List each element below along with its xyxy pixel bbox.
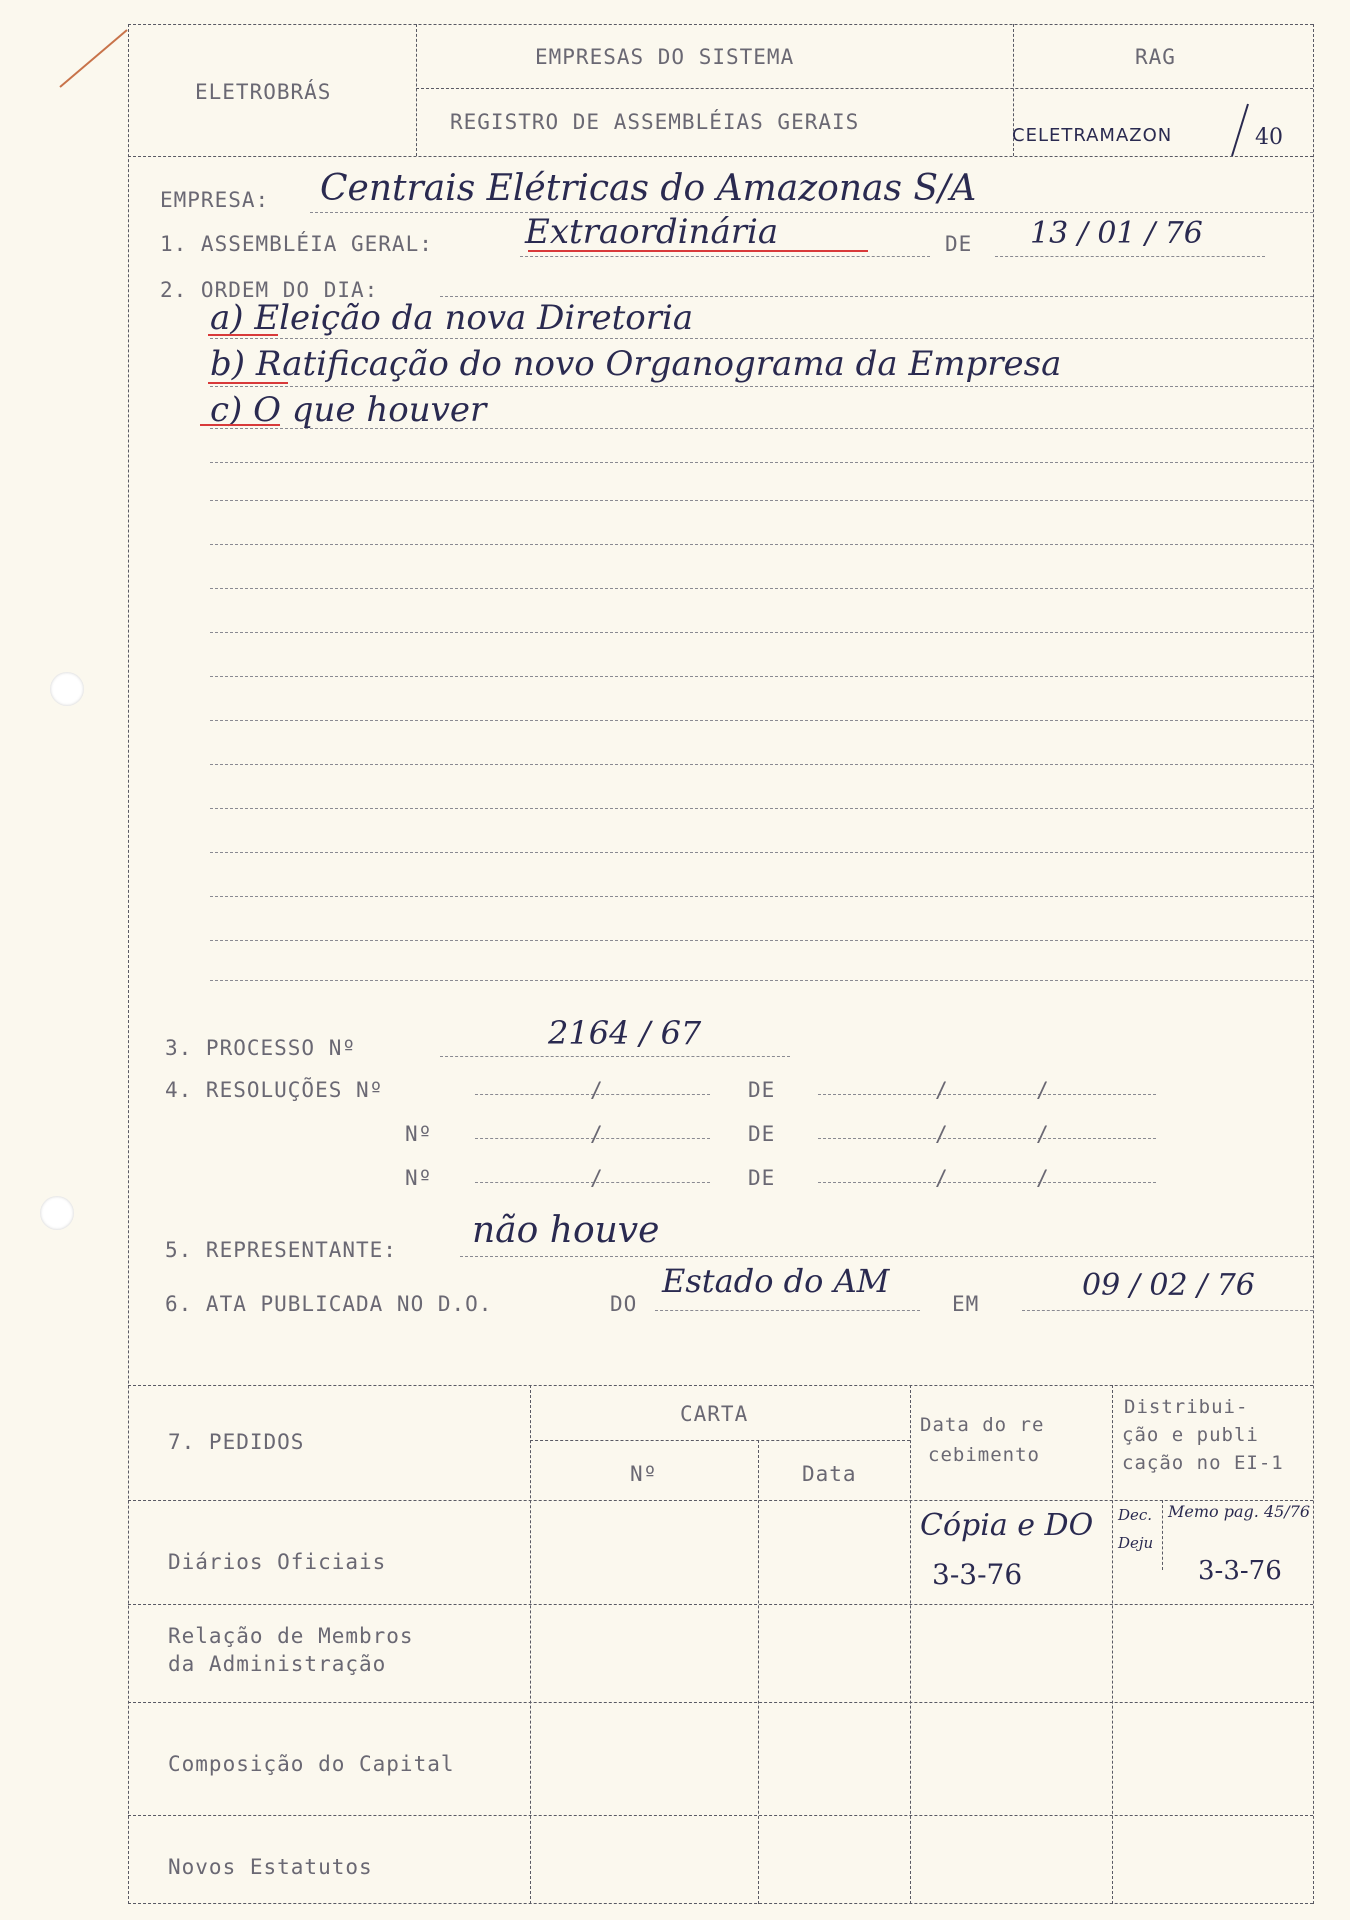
header-title-2: REGISTRO DE ASSEMBLÉIAS GERAIS bbox=[450, 110, 860, 134]
table-bottom-line bbox=[128, 1903, 1313, 1904]
ordem-line-10 bbox=[210, 720, 1313, 721]
ordem-line-15 bbox=[210, 940, 1313, 941]
header-top-line bbox=[128, 24, 1313, 25]
representante-value: não houve bbox=[472, 1210, 660, 1251]
ata-do-label: DO bbox=[610, 1292, 638, 1316]
assembleia-value: Extraordinária bbox=[525, 212, 779, 252]
resolucoes-label: 4. RESOLUÇÕES Nº bbox=[165, 1078, 384, 1102]
processo-line bbox=[440, 1056, 790, 1057]
resolucao-1-date-slash-1: / bbox=[935, 1078, 949, 1102]
punch-hole-top bbox=[50, 672, 84, 706]
ordem-label: 2. ORDEM DO DIA: bbox=[160, 278, 379, 302]
resolucao-2-de: DE bbox=[748, 1122, 776, 1146]
rag-number: 40 bbox=[1255, 125, 1283, 150]
row-diarios-dist-date: 3-3-76 bbox=[1198, 1556, 1282, 1586]
resolucao-2-date-slash-2: / bbox=[1036, 1122, 1050, 1146]
table-col-1 bbox=[530, 1385, 531, 1904]
ata-date-line bbox=[1022, 1310, 1313, 1311]
resolucao-1-date-line bbox=[818, 1094, 1156, 1095]
ordem-item-c: c) O que houver bbox=[210, 390, 487, 430]
table-col-3 bbox=[910, 1385, 911, 1904]
ordem-item-c-mark bbox=[200, 424, 280, 426]
assembleia-line bbox=[520, 256, 930, 257]
ordem-line-14 bbox=[210, 896, 1313, 897]
row-relacao-label-1: Relação de Membros bbox=[168, 1624, 414, 1648]
header-mid-line bbox=[416, 88, 1313, 89]
processo-value: 2164 / 67 bbox=[548, 1014, 702, 1052]
ordem-line-13 bbox=[210, 852, 1313, 853]
resolucao-1-de: DE bbox=[748, 1078, 776, 1102]
assembleia-date: 13 / 01 / 76 bbox=[1030, 216, 1203, 251]
carta-no-header: Nº bbox=[630, 1462, 658, 1486]
ordem-item-b: b) Ratificação do novo Organograma da Empresa bbox=[210, 344, 1062, 384]
row-diarios-recebimento-date: 3-3-76 bbox=[932, 1558, 1023, 1591]
ordem-line-12 bbox=[210, 808, 1313, 809]
page-left-border bbox=[128, 24, 129, 1904]
row-diarios-dist-note-b: Deju bbox=[1118, 1534, 1154, 1552]
ordem-line-7 bbox=[210, 588, 1313, 589]
resolucao-3-no: Nº bbox=[405, 1166, 433, 1190]
empresa-line bbox=[310, 212, 1313, 213]
recebimento-header-1: Data do re bbox=[920, 1414, 1045, 1436]
punch-hole-bottom bbox=[40, 1196, 74, 1230]
ordem-line-11 bbox=[210, 764, 1313, 765]
header-title-1: EMPRESAS DO SISTEMA bbox=[535, 45, 795, 69]
ordem-line-0 bbox=[440, 296, 1313, 297]
representante-label: 5. REPRESENTANTE: bbox=[165, 1238, 397, 1262]
resolucao-3-de: DE bbox=[748, 1166, 776, 1190]
carta-sub-line bbox=[530, 1440, 910, 1441]
ata-em-label: EM bbox=[952, 1292, 980, 1316]
ordem-line-2 bbox=[210, 386, 1313, 387]
rag-slash bbox=[1226, 100, 1256, 160]
table-header-bottom bbox=[128, 1500, 1313, 1501]
table-top-line bbox=[128, 1385, 1313, 1386]
ordem-line-9 bbox=[210, 676, 1313, 677]
ordem-line-5 bbox=[210, 500, 1313, 501]
resolucao-1-slash: / bbox=[590, 1078, 604, 1102]
distribuicao-header-3: cação no EI-1 bbox=[1122, 1452, 1284, 1474]
resolucao-3-slash: / bbox=[590, 1166, 604, 1190]
empresa-label: EMPRESA: bbox=[160, 188, 270, 212]
ordem-line-1 bbox=[210, 338, 1313, 339]
distribuicao-header-1: Distribui- bbox=[1124, 1396, 1249, 1418]
row-relacao-label-2: da Administração bbox=[168, 1652, 387, 1676]
carta-header: CARTA bbox=[680, 1402, 749, 1426]
page-right-border bbox=[1313, 24, 1314, 1904]
resolucao-2-no: Nº bbox=[405, 1122, 433, 1146]
resolucao-3-date-line bbox=[818, 1182, 1156, 1183]
recebimento-header-2: cebimento bbox=[928, 1444, 1040, 1466]
table-col-4 bbox=[1112, 1385, 1113, 1904]
resolucao-3-date-slash-2: / bbox=[1036, 1166, 1050, 1190]
rag-value: CELETRAMAZON bbox=[1012, 125, 1173, 146]
resolucao-2-date-line bbox=[818, 1138, 1156, 1139]
rag-label: RAG bbox=[1135, 45, 1176, 69]
ata-do-line bbox=[655, 1310, 920, 1311]
assembleia-date-line bbox=[995, 256, 1265, 257]
carta-data-header: Data bbox=[802, 1462, 857, 1486]
row-diarios-dist-note-c: Memo pag. 45/76 bbox=[1168, 1502, 1311, 1521]
dist-inner-divider bbox=[1162, 1500, 1163, 1570]
table-row-1-bottom bbox=[128, 1604, 1313, 1605]
ata-date: 09 / 02 / 76 bbox=[1082, 1268, 1255, 1303]
ordem-line-8 bbox=[210, 632, 1313, 633]
row-estatutos-label: Novos Estatutos bbox=[168, 1855, 373, 1879]
assembleia-label: 1. ASSEMBLÉIA GERAL: bbox=[160, 232, 433, 256]
distribuicao-header-2: ção e publi bbox=[1122, 1424, 1259, 1446]
resolucao-1-date-slash-2: / bbox=[1036, 1078, 1050, 1102]
row-diarios-dist-note-a: Dec. bbox=[1118, 1506, 1153, 1524]
ordem-item-a: a) Eleição da nova Diretoria bbox=[210, 298, 694, 338]
pedidos-label: 7. PEDIDOS bbox=[168, 1430, 305, 1454]
resolucao-3-date-slash-1: / bbox=[935, 1166, 949, 1190]
row-composicao-label: Composição do Capital bbox=[168, 1752, 455, 1776]
resolucao-2-slash: / bbox=[590, 1122, 604, 1146]
ordem-line-6 bbox=[210, 544, 1313, 545]
ordem-item-b-mark bbox=[208, 382, 288, 384]
pencil-mark bbox=[55, 25, 135, 95]
ordem-line-16 bbox=[210, 980, 1313, 981]
ordem-item-a-mark bbox=[208, 334, 278, 336]
table-col-2 bbox=[758, 1440, 759, 1904]
processo-label: 3. PROCESSO Nº bbox=[165, 1036, 357, 1060]
representante-line bbox=[460, 1256, 1313, 1257]
row-diarios-recebimento-note: Cópia e DO bbox=[920, 1508, 1094, 1543]
ata-do-value: Estado do AM bbox=[662, 1262, 890, 1300]
ordem-line-3 bbox=[210, 428, 1313, 429]
header-org: ELETROBRÁS bbox=[195, 80, 332, 104]
header-bottom-line bbox=[128, 156, 1313, 157]
ata-label: 6. ATA PUBLICADA NO D.O. bbox=[165, 1292, 493, 1316]
table-row-3-bottom bbox=[128, 1815, 1313, 1816]
ordem-line-4 bbox=[210, 462, 1313, 463]
assembleia-de-label: DE bbox=[945, 232, 973, 256]
resolucao-2-date-slash-1: / bbox=[935, 1122, 949, 1146]
row-diarios-label: Diários Oficiais bbox=[168, 1550, 387, 1574]
empresa-value: Centrais Elétricas do Amazonas S/A bbox=[320, 168, 977, 209]
table-row-2-bottom bbox=[128, 1702, 1313, 1703]
assembleia-underline bbox=[528, 250, 868, 252]
header-divider-1 bbox=[416, 24, 417, 156]
